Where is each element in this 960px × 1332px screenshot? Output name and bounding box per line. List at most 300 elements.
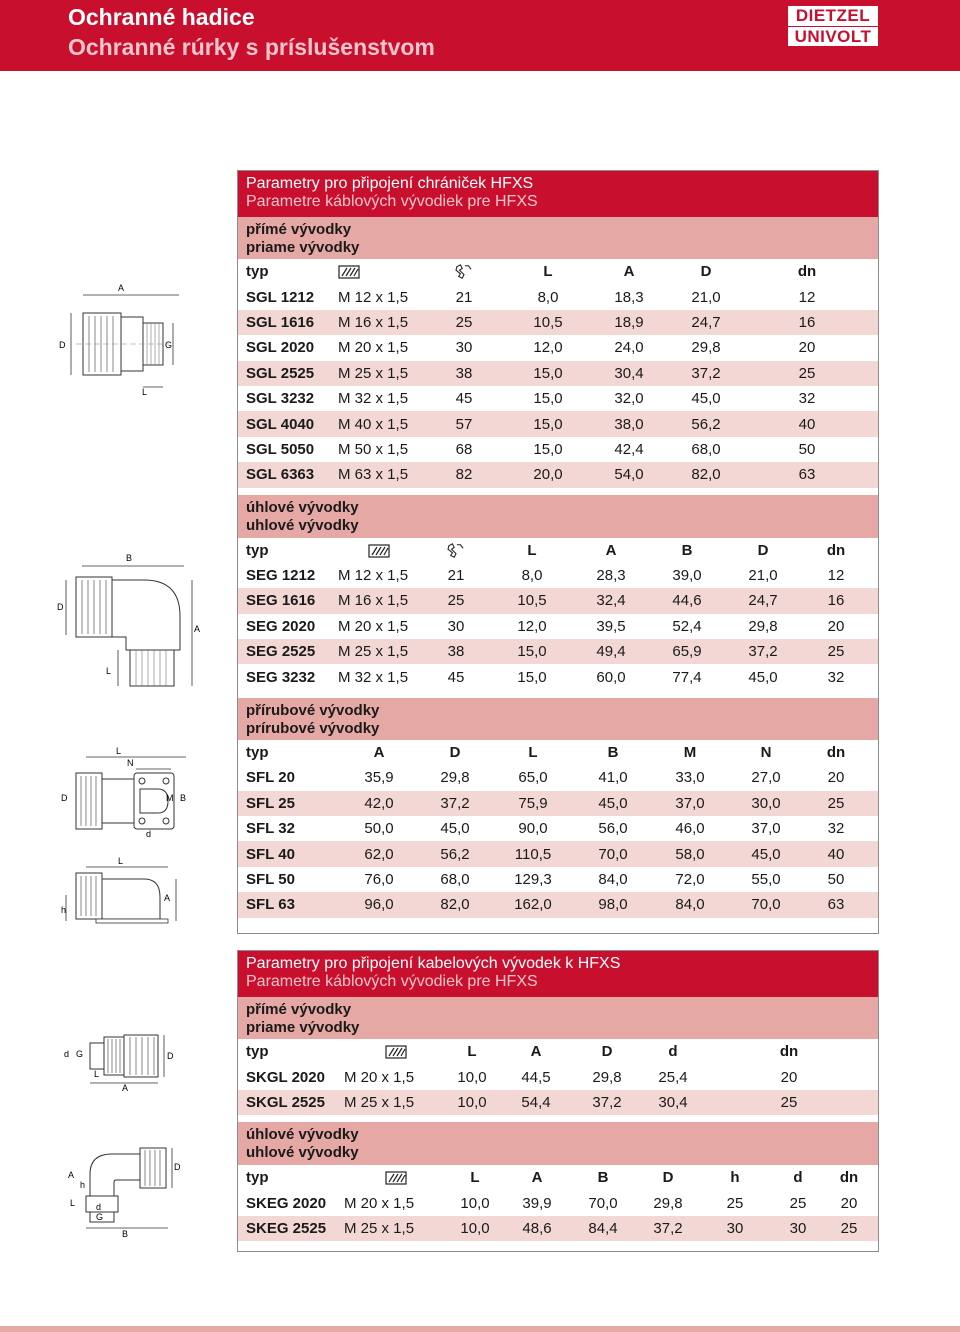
section-angled [238, 1122, 878, 1165]
drawing-label: B [126, 553, 133, 563]
table-cell: 39,9 [522, 1194, 552, 1212]
brand-logo [788, 6, 878, 46]
table-cell: 110,5 [514, 845, 552, 863]
table-row [238, 284, 878, 309]
table-cell: 12 [798, 288, 816, 306]
logo-text-top: DIETZEL [788, 6, 878, 26]
table-cell: 38,0 [614, 415, 644, 433]
table-cell: 39,5 [596, 617, 626, 635]
logo-text-bottom: UNIVOLT [788, 27, 878, 46]
table-cell: 65,0 [518, 769, 548, 787]
table-cell: 25 [827, 643, 845, 661]
table-cell: 129,3 [514, 871, 552, 888]
column-header: A [373, 744, 385, 762]
drawing-label: D [167, 1051, 174, 1061]
table-cell: M 63 x 1,5 [338, 466, 409, 484]
thread-icon [344, 1043, 448, 1060]
table-cell: 38 [455, 364, 473, 382]
table-cell: M 12 x 1,5 [338, 567, 409, 585]
wrench-icon [420, 542, 492, 559]
drawing-label: A [194, 624, 201, 634]
table-cell: M 20 x 1,5 [344, 1068, 415, 1086]
column-header: dn [779, 1043, 799, 1061]
type-cell: SEG 1212 [246, 567, 316, 585]
table-row [238, 411, 878, 436]
thread-icon [385, 1170, 407, 1186]
table-cell: 32,4 [596, 592, 626, 610]
table-sfl [238, 740, 878, 918]
type-cell: SKEG 2525 [246, 1220, 327, 1238]
type-cell: SFL 40 [246, 845, 295, 863]
table-cell: 45,0 [440, 820, 470, 838]
drawing-label: D [59, 340, 66, 350]
table-row [238, 386, 878, 411]
table-cell: 90,0 [518, 820, 548, 838]
table-cell: 76,0 [364, 871, 394, 888]
table-sgl [238, 259, 878, 488]
panel-title: Parametry pro připojení chrániček HFXS [246, 175, 534, 192]
column-header: L [470, 1169, 480, 1187]
column-header: L [527, 541, 537, 559]
column-header: D [662, 1169, 674, 1187]
table-cell: 35,9 [364, 769, 394, 787]
type-cell: SEG 3232 [246, 668, 316, 686]
drawing-sfl-top [56, 745, 196, 845]
table-cell: 45,0 [748, 668, 778, 686]
type-cell: SGL 6363 [246, 466, 315, 484]
table-cell: 18,3 [614, 288, 644, 306]
table-cell: 56,2 [691, 415, 721, 433]
table-cell: 55,0 [751, 871, 781, 888]
table-cell: 29,8 [592, 1068, 622, 1086]
section-label-sk: uhlové vývodky [246, 1144, 359, 1162]
column-header: N [760, 744, 772, 762]
table-cell: 20 [798, 339, 816, 357]
column-header: dn [826, 541, 846, 559]
type-cell: SEG 2020 [246, 617, 316, 635]
drawing-label: d [64, 1049, 70, 1059]
wrench-icon [445, 543, 467, 559]
table-cell: 15,0 [533, 364, 563, 382]
type-cell: SFL 50 [246, 871, 295, 888]
column-header: D [757, 541, 769, 559]
type-cell: SGL 2525 [246, 364, 315, 382]
table-cell: 24,0 [614, 339, 644, 357]
drawing-label: A [122, 1083, 129, 1093]
table-cell: 63 [827, 896, 845, 914]
column-header: B [681, 541, 693, 559]
column-header: h [730, 1169, 740, 1187]
table-cell: M 32 x 1,5 [338, 390, 409, 408]
table-cell: 42,4 [614, 440, 644, 458]
panel-header [238, 951, 878, 997]
table-cell: 37,0 [675, 794, 705, 812]
table-cell: 96,0 [364, 896, 394, 914]
table-cell: 10,0 [457, 1068, 487, 1086]
table-cell: 50 [798, 440, 816, 458]
section-label: úhlové vývodky [246, 498, 359, 516]
page-title: Ochranné hadice [68, 4, 255, 30]
table-cell: M 20 x 1,5 [338, 617, 409, 635]
section-label: přímé vývodky [246, 221, 352, 238]
table-cell: 10,0 [457, 1093, 487, 1111]
drawing-label: L [142, 387, 148, 397]
table-cell: 12 [827, 567, 845, 585]
column-header: A [605, 541, 617, 559]
table-cell: 25,4 [658, 1068, 688, 1086]
drawing-label: D [57, 602, 64, 612]
type-cell: SGL 5050 [246, 440, 315, 458]
table-cell: 15,0 [517, 668, 547, 686]
section-angled [238, 495, 878, 538]
type-cell: SFL 63 [246, 896, 295, 914]
table-cell: 30,4 [658, 1093, 688, 1111]
column-header: typ [246, 541, 269, 559]
table-cell: 72,0 [675, 871, 705, 888]
table-cell: 16 [827, 592, 845, 610]
table-cell: 58,0 [675, 845, 705, 863]
table-cell: 68 [455, 440, 473, 458]
table-cell: 50,0 [364, 820, 394, 838]
table-cell: 29,8 [691, 339, 721, 357]
table-cell: 38 [447, 643, 465, 661]
table-cell: 37,2 [653, 1220, 683, 1238]
table-cell: 45,0 [598, 794, 628, 812]
drawing-label: B [122, 1229, 129, 1239]
table-cell: 25 [455, 313, 473, 331]
type-cell: SGL 1212 [246, 288, 315, 306]
table-cell: 30,0 [751, 794, 781, 812]
table-cell: 82 [455, 466, 473, 484]
table-skeg [238, 1165, 878, 1241]
table-row [238, 664, 878, 689]
table-cell: 24,7 [691, 313, 721, 331]
panel-subtitle: Parametre káblových vývodiek pre HFXS [246, 193, 538, 210]
section-label: přírubové vývodky [246, 701, 380, 719]
table-cell: M 40 x 1,5 [338, 415, 409, 433]
table-row [238, 614, 878, 639]
type-cell: SKGL 2020 [246, 1068, 325, 1086]
column-header: d [668, 1043, 678, 1061]
table-cell: 30 [726, 1220, 744, 1238]
drawing-label: L [116, 746, 122, 756]
drawing-label: B [180, 793, 187, 803]
table-cell: 8,0 [521, 567, 543, 585]
column-header: typ [246, 1043, 269, 1061]
column-header: B [607, 744, 619, 762]
table-cell: 25 [840, 1220, 858, 1238]
table-cell: 42,0 [364, 794, 394, 812]
thread-icon [344, 1169, 448, 1186]
type-cell: SGL 3232 [246, 390, 315, 408]
drawing-label: L [70, 1198, 76, 1208]
table-cell: 30,4 [614, 364, 644, 382]
table-row [238, 1064, 878, 1089]
table-cell: 44,5 [521, 1068, 551, 1086]
table-header-row [238, 538, 878, 563]
table-cell: 44,6 [672, 592, 702, 610]
table-cell: 84,0 [598, 871, 628, 888]
column-header: B [597, 1169, 609, 1187]
drawing-label: G [96, 1212, 104, 1222]
table-cell: 68,0 [440, 871, 470, 888]
table-cell: 21,0 [691, 288, 721, 306]
table-cell: 37,2 [440, 794, 470, 812]
table-cell: 77,4 [672, 668, 702, 686]
drawing-label: h [80, 1180, 86, 1190]
table-cell: 29,8 [653, 1194, 683, 1212]
drawing-label: A [68, 1170, 75, 1180]
table-cell: 57 [455, 415, 473, 433]
drawing-label: L [106, 666, 112, 676]
table-cell: 98,0 [598, 896, 628, 914]
table-cell: 20 [780, 1068, 798, 1086]
table-cell: 18,9 [614, 313, 644, 331]
column-header: L [543, 263, 553, 281]
column-header: typ [246, 1169, 269, 1187]
table-cell: M 25 x 1,5 [338, 364, 409, 382]
table-cell: 27,0 [751, 769, 781, 787]
drawing-label: h [61, 905, 67, 915]
table-cell: 70,0 [598, 845, 628, 863]
page-header [0, 0, 960, 71]
section-label: přímé vývodky [246, 1001, 352, 1018]
table-cell: 45,0 [691, 390, 721, 408]
table-cell: 25 [798, 364, 816, 382]
table-cell: M 50 x 1,5 [338, 440, 409, 458]
section-label: úhlové vývodky [246, 1126, 359, 1144]
table-cell: M 25 x 1,5 [344, 1220, 415, 1238]
table-cell: 30 [447, 617, 465, 635]
drawing-label: N [127, 758, 134, 768]
table-cell: 40 [827, 845, 845, 863]
section-straight [238, 997, 878, 1039]
table-row [238, 639, 878, 664]
drawing-label: L [94, 1069, 100, 1079]
table-cell: 54,4 [521, 1093, 551, 1111]
table-row [238, 1216, 878, 1241]
table-cell: 25 [447, 592, 465, 610]
page-subtitle: Ochranné rúrky s príslušenstvom [68, 34, 435, 60]
table-cell: 50 [827, 871, 845, 888]
table-cell: 75,9 [518, 794, 548, 812]
table-row [238, 791, 878, 816]
drawing-label: A [164, 893, 171, 903]
table-cell: 41,0 [598, 769, 628, 787]
table-cell: 162,0 [514, 896, 552, 914]
column-header: A [530, 1043, 542, 1061]
section-label-sk: priame vývodky [246, 1019, 360, 1036]
table-cell: 30 [455, 339, 473, 357]
column-header: A [623, 263, 635, 281]
table-cell: M 20 x 1,5 [338, 339, 409, 357]
table-cell: 37,2 [691, 364, 721, 382]
column-header: typ [246, 744, 269, 762]
type-cell: SFL 32 [246, 820, 295, 838]
thread-icon [385, 1044, 407, 1060]
table-cell: 49,4 [596, 643, 626, 661]
table-cell: M 25 x 1,5 [344, 1093, 415, 1111]
table-row [238, 437, 878, 462]
table-cell: 63 [798, 466, 816, 484]
drawing-label: D [61, 793, 68, 803]
drawing-sgl [56, 283, 186, 398]
table-cell: 15,0 [517, 643, 547, 661]
table-row [238, 816, 878, 841]
section-flange [238, 698, 878, 740]
table-cell: 37,0 [751, 820, 781, 838]
column-header: D [449, 744, 461, 762]
thread-icon [338, 542, 420, 559]
table-cell: M 16 x 1,5 [338, 592, 409, 610]
column-header: D [601, 1043, 613, 1061]
thread-icon [338, 263, 422, 280]
drawing-label: G [165, 340, 173, 350]
table-header-row [238, 740, 878, 765]
table-cell: 32 [798, 390, 816, 408]
table-cell: 56,2 [440, 845, 470, 863]
table-cell: 37,2 [748, 643, 778, 661]
footer-bar [0, 1326, 960, 1332]
table-cell: 25 [780, 1093, 798, 1111]
table-cell: 25 [827, 794, 845, 812]
column-header: typ [246, 263, 269, 281]
table-row [238, 892, 878, 917]
type-cell: SGL 2020 [246, 339, 315, 357]
table-cell: 10,0 [460, 1220, 490, 1238]
table-cell: 16 [798, 313, 816, 331]
column-header: A [531, 1169, 543, 1187]
table-cell: 62,0 [364, 845, 394, 863]
type-cell: SKEG 2020 [246, 1194, 327, 1212]
table-cell: 30 [789, 1220, 807, 1238]
table-cell: 82,0 [440, 896, 470, 914]
section-label-sk: priame vývodky [246, 239, 360, 256]
table-row [238, 867, 878, 892]
table-cell: 20 [827, 769, 845, 787]
table-cell: 32,0 [614, 390, 644, 408]
panel-header [238, 171, 878, 217]
panel-subtitle: Parametre káblových vývodiek pre HFXS [246, 973, 538, 990]
table-cell: 65,9 [672, 643, 702, 661]
table-row [238, 563, 878, 588]
section-label-sk: uhlové vývodky [246, 516, 359, 534]
table-row [238, 335, 878, 360]
table-cell: 21 [455, 288, 473, 306]
table-cell: 12,0 [533, 339, 563, 357]
column-header: dn [826, 744, 846, 762]
type-cell: SEG 1616 [246, 592, 316, 610]
table-cell: 40 [798, 415, 816, 433]
table-cell: 52,4 [672, 617, 702, 635]
thread-icon [338, 264, 360, 280]
table-cell: 24,7 [748, 592, 778, 610]
table-row [238, 765, 878, 790]
type-cell: SKGL 2525 [246, 1093, 325, 1111]
table-cell: 20 [840, 1194, 858, 1212]
type-cell: SGL 1616 [246, 313, 315, 331]
drawing-label: G [76, 1049, 84, 1059]
table-cell: 15,0 [533, 390, 563, 408]
type-cell: SGL 4040 [246, 415, 315, 433]
table-seg [238, 538, 878, 690]
table-cell: M 25 x 1,5 [338, 643, 409, 661]
drawing-label: d [96, 1202, 102, 1212]
table-header-row [238, 1039, 878, 1064]
type-cell: SFL 20 [246, 769, 295, 787]
table-cell: 70,0 [751, 896, 781, 914]
table-cell: 45,0 [751, 845, 781, 863]
table-cell: 10,0 [460, 1194, 490, 1212]
table-cell: 82,0 [691, 466, 721, 484]
drawing-label: D [174, 1162, 181, 1172]
drawing-label: M [166, 793, 174, 803]
table-row [238, 462, 878, 487]
table-cell: 32 [827, 820, 845, 838]
drawing-label: A [118, 283, 125, 293]
table-header-row [238, 1165, 878, 1190]
table-cell: 46,0 [675, 820, 705, 838]
column-header: dn [797, 263, 817, 281]
table-row [238, 841, 878, 866]
table-row [238, 310, 878, 335]
column-header: L [467, 1043, 477, 1061]
drawing-sfl-bottom [56, 855, 196, 925]
column-header: D [700, 263, 712, 281]
table-cell: 68,0 [691, 440, 721, 458]
table-row [238, 588, 878, 613]
thread-icon [368, 543, 390, 559]
table-cell: M 16 x 1,5 [338, 313, 409, 331]
table-cell: 29,8 [440, 769, 470, 787]
table-row [238, 1191, 878, 1216]
table-cell: 15,0 [533, 415, 563, 433]
table-cell: 70,0 [588, 1194, 618, 1212]
table-cell: 37,2 [592, 1093, 622, 1111]
type-cell: SEG 2525 [246, 643, 316, 661]
table-cell: 39,0 [672, 567, 702, 585]
table-cell: M 20 x 1,5 [344, 1194, 415, 1212]
table-cell: 15,0 [533, 440, 563, 458]
table-cell: 56,0 [598, 820, 628, 838]
table-header-row [238, 259, 878, 284]
panel-cable-glands [237, 950, 879, 1252]
table-cell: 54,0 [614, 466, 644, 484]
table-cell: 12,0 [517, 617, 547, 635]
table-cell: 84,0 [675, 896, 705, 914]
table-row [238, 361, 878, 386]
table-cell: 8,0 [537, 288, 559, 306]
section-straight [238, 217, 878, 259]
drawing-skeg [60, 1140, 190, 1240]
table-cell: 45 [447, 668, 465, 686]
table-cell: M 32 x 1,5 [338, 668, 409, 686]
panel-title: Parametry pro připojení kabelových vývodek k HFXS [246, 955, 621, 972]
table-cell: 10,5 [517, 592, 547, 610]
table-cell: 21 [447, 567, 465, 585]
table-cell: 20,0 [533, 466, 563, 484]
table-cell: 20 [827, 617, 845, 635]
wrench-icon [453, 264, 475, 280]
panel-hfxs-protection [237, 170, 879, 934]
wrench-icon [422, 263, 506, 280]
table-cell: 60,0 [596, 668, 626, 686]
drawing-label: d [146, 829, 152, 839]
table-cell: 29,8 [748, 617, 778, 635]
table-cell: 25 [726, 1194, 744, 1212]
table-cell: 21,0 [748, 567, 778, 585]
drawing-skgl [60, 1025, 190, 1095]
